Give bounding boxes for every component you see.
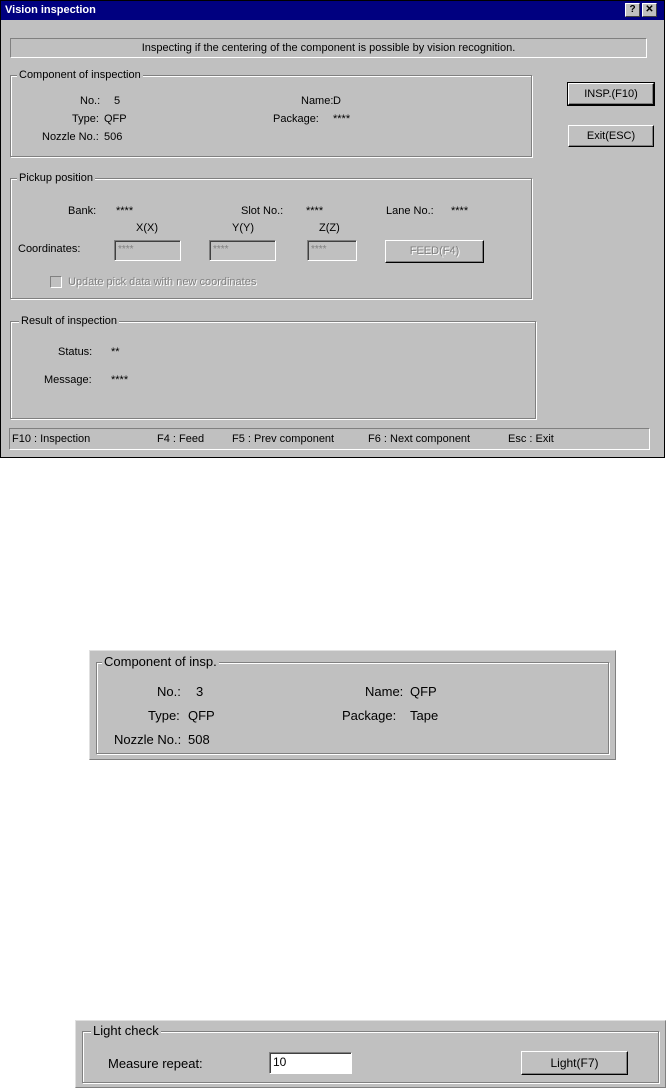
slot-label: Slot No.: xyxy=(241,205,284,217)
status-bar xyxy=(9,428,650,450)
statusbar-f10: F10 : Inspection xyxy=(12,433,91,445)
statusbar-f6: F6 : Next component xyxy=(368,433,471,445)
statusbar-f5: F5 : Prev component xyxy=(232,433,335,445)
component-of-insp-panel xyxy=(89,650,616,760)
help-button[interactable]: ? xyxy=(625,3,640,17)
light-button[interactable]: Light(F7) xyxy=(521,1051,628,1075)
nozzle-label: Nozzle No.: xyxy=(114,732,182,747)
z-coordinate-field[interactable]: **** xyxy=(307,240,357,261)
y-column-label: Y(Y) xyxy=(232,222,254,234)
inspect-button[interactable]: INSP.(F10) xyxy=(568,83,654,105)
measure-repeat-input[interactable]: 10 xyxy=(269,1052,352,1074)
x-coordinate-field[interactable]: **** xyxy=(114,240,181,261)
y-coordinate-field[interactable]: **** xyxy=(209,240,276,261)
light-check-legend: Light check xyxy=(93,1023,159,1038)
status-label: Status: xyxy=(58,346,93,358)
no-value: 3 xyxy=(196,684,204,699)
light-check-panel xyxy=(75,1020,666,1088)
message-value: **** xyxy=(111,374,129,386)
bank-label: Bank: xyxy=(68,205,97,217)
nozzle-value: 506 xyxy=(104,131,123,143)
name-label: Name: xyxy=(301,95,334,107)
package-value: **** xyxy=(333,113,351,125)
name-label: Name: xyxy=(365,684,404,699)
exit-button[interactable]: Exit(ESC) xyxy=(568,125,654,147)
lane-label: Lane No.: xyxy=(386,205,434,217)
component-of-insp-legend: Component of insp. xyxy=(104,654,217,669)
result-of-inspection-group xyxy=(10,321,536,419)
update-pick-data-label: Update pick data with new coordinates xyxy=(68,276,257,288)
coordinates-label: Coordinates: xyxy=(18,243,81,255)
window-title: Vision inspection xyxy=(5,4,96,16)
type-value: QFP xyxy=(104,113,127,125)
close-button[interactable]: ✕ xyxy=(642,3,657,17)
name-value: D xyxy=(333,95,341,107)
result-group-legend: Result of inspection xyxy=(21,315,117,327)
z-column-label: Z(Z) xyxy=(319,222,340,234)
status-value: ** xyxy=(111,346,120,358)
package-value: Tape xyxy=(410,708,439,723)
instruction-banner: Inspecting if the centering of the component is possible by vision recognition. xyxy=(10,38,647,58)
pickup-group-legend: Pickup position xyxy=(19,172,93,184)
lane-value: **** xyxy=(451,205,469,217)
slot-value: **** xyxy=(306,205,324,217)
package-label: Package: xyxy=(273,113,319,125)
statusbar-f4: F4 : Feed xyxy=(157,433,205,445)
nozzle-value: 508 xyxy=(188,732,210,747)
bank-value: **** xyxy=(116,205,134,217)
measure-repeat-label: Measure repeat: xyxy=(108,1056,203,1071)
no-label: No.: xyxy=(157,684,181,699)
no-value: 5 xyxy=(114,95,121,107)
type-label: Type: xyxy=(72,113,99,125)
message-label: Message: xyxy=(44,374,92,386)
no-label: No.: xyxy=(80,95,101,107)
package-label: Package: xyxy=(342,708,397,723)
statusbar-esc: Esc : Exit xyxy=(508,433,554,445)
type-value: QFP xyxy=(188,708,215,723)
type-label: Type: xyxy=(148,708,180,723)
vision-inspection-dialog xyxy=(0,0,665,458)
feed-button[interactable]: FEED(F4) xyxy=(385,240,484,263)
nozzle-label: Nozzle No.: xyxy=(42,131,99,143)
x-column-label: X(X) xyxy=(136,222,158,234)
update-pick-data-checkbox[interactable] xyxy=(50,276,62,288)
name-value: QFP xyxy=(410,684,437,699)
title-bar[interactable] xyxy=(1,1,664,20)
component-group-legend: Component of inspection xyxy=(19,69,141,81)
